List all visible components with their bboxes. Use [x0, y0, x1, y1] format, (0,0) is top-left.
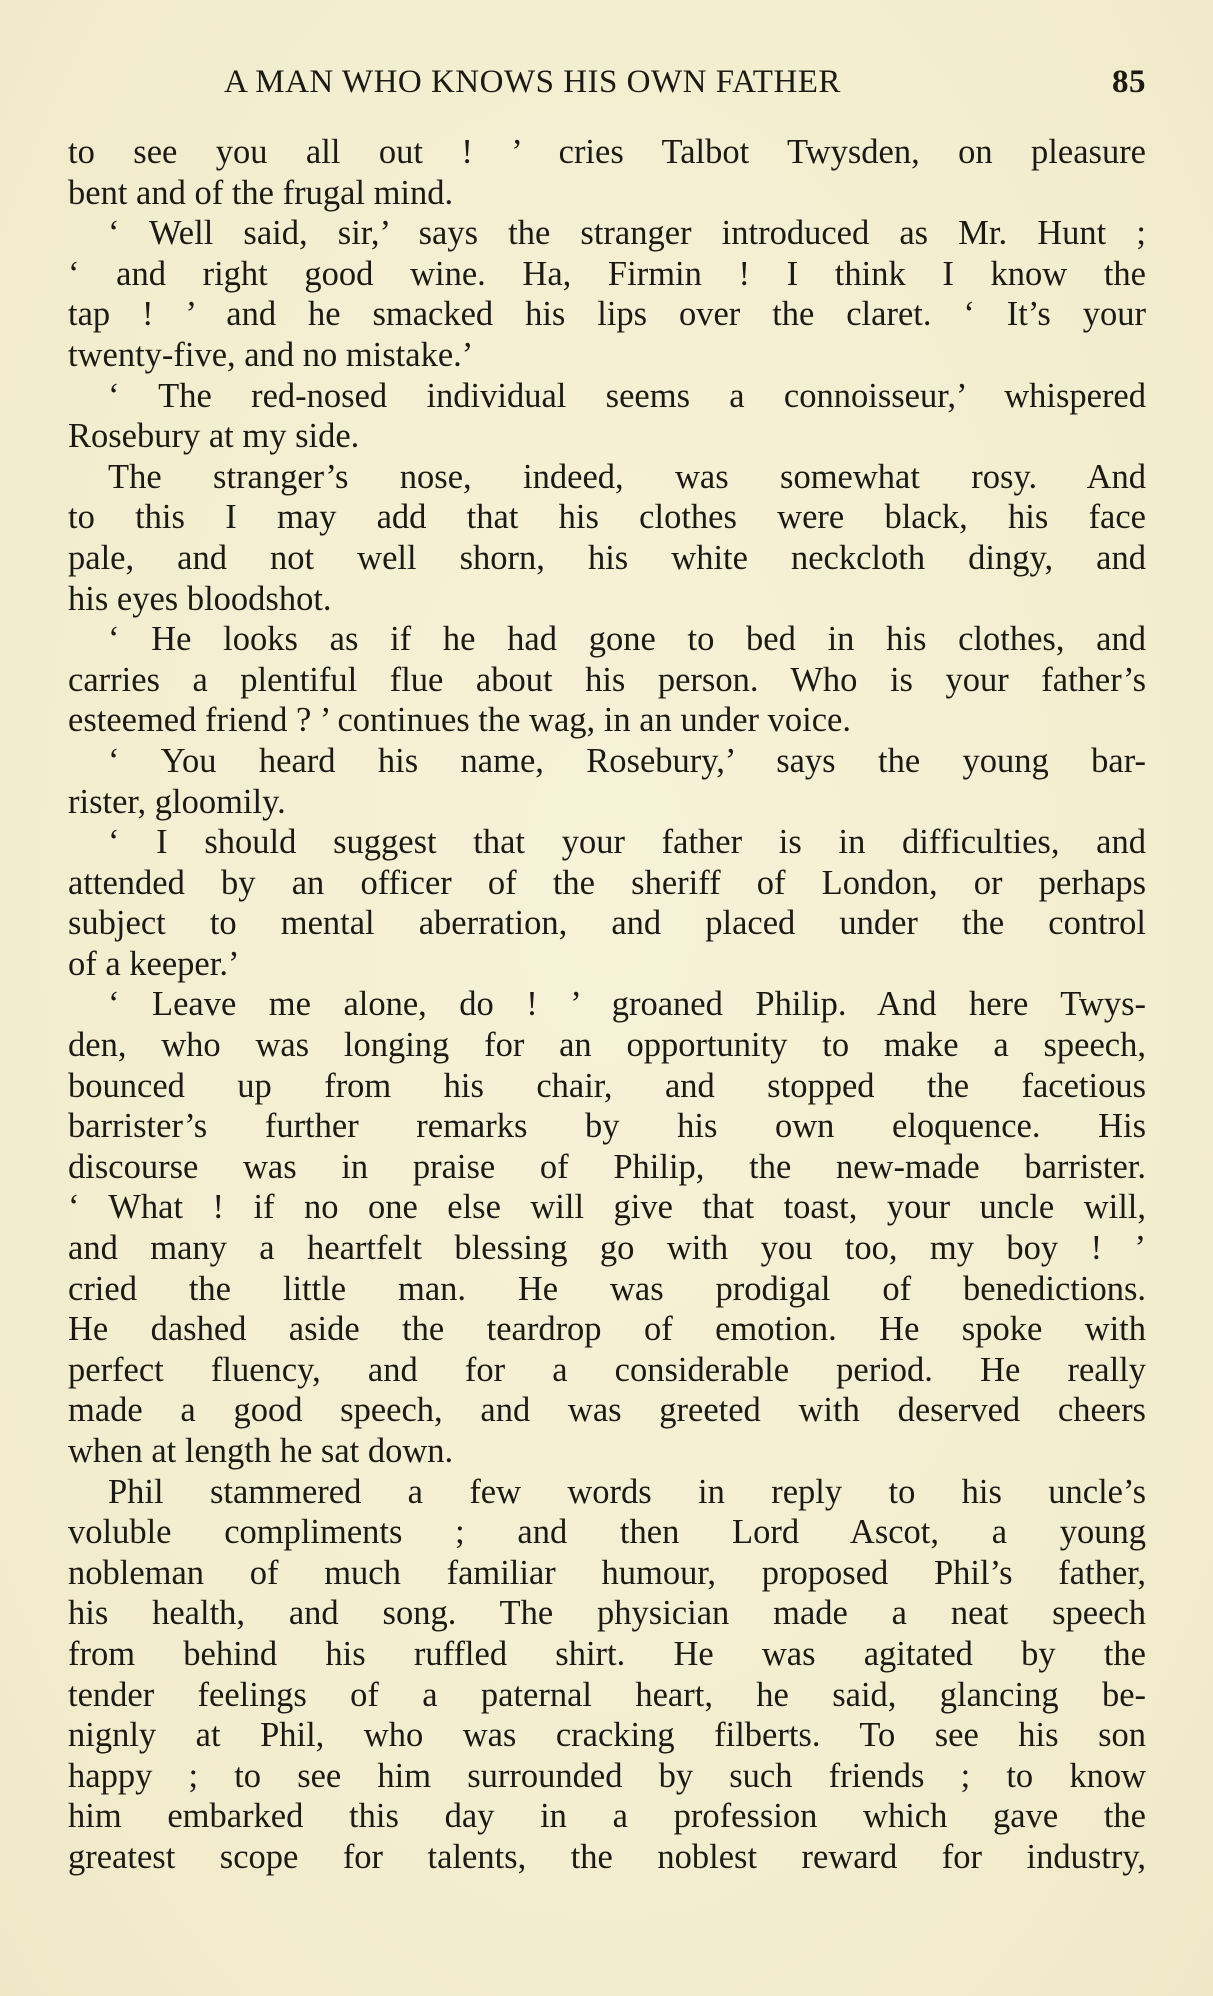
text-line: tender feelings of a paternal heart, he said, glancing be-: [68, 1675, 1146, 1714]
text-line: to this I may add that his clothes were black, his face: [68, 498, 1146, 537]
text-line: nignly at Phil, who was cracking filberts. To see his son: [68, 1716, 1146, 1755]
text-line: his health, and song. The physician made a neat speech: [68, 1594, 1146, 1633]
text-line: Phil stammered a few words in reply to his uncle’s: [108, 1472, 1146, 1511]
text-line: carries a plentiful flue about his person. Who is your father’s: [68, 660, 1146, 699]
text-line: when at length he sat down.: [68, 1432, 454, 1470]
text-line: ‘ Leave me alone, do ! ’ groaned Philip. And here Twys-: [108, 985, 1146, 1024]
text-line: Rosebury at my side.: [68, 417, 360, 456]
text-line: attended by an officer of the sheriff of London, or perhaps: [68, 863, 1146, 902]
text-line: happy ; to see him surrounded by such friends ; to know: [68, 1756, 1146, 1795]
text-line: barrister’s further remarks by his own eloquence. His: [68, 1107, 1146, 1146]
text-line: esteemed friend ? ’ continues the wag, in an under voice.: [68, 701, 851, 740]
text-line: tap ! ’ and he smacked his lips over the claret. ‘ It’s your: [68, 295, 1146, 334]
text-line: ‘ He looks as if he had gone to bed in his clothes, and: [108, 620, 1146, 659]
running-head: [68, 64, 1146, 108]
text-line: perfect fluency, and for a considerable period. He really: [68, 1350, 1146, 1389]
text-line: ‘ Well said, sir,’ says the stranger introduced as Mr. Hunt ;: [108, 214, 1146, 253]
text-line: discourse was in praise of Philip, the new-made barrister.: [68, 1147, 1146, 1186]
text-line: He dashed aside the teardrop of emotion. He spoke with: [68, 1310, 1146, 1349]
text-line: to see you all out ! ’ cries Talbot Twysden, on pleasure: [68, 133, 1146, 171]
text-line: bounced up from his chair, and stopped the facetious: [68, 1066, 1146, 1105]
text-line: pale, and not well shorn, his white neckcloth dingy, and: [68, 538, 1146, 577]
text-line: of a keeper.’: [68, 944, 240, 983]
text-line: nobleman of much familiar humour, proposed Phil’s father,: [68, 1553, 1146, 1592]
text-line: cried the little man. He was prodigal of benedictions.: [68, 1269, 1146, 1308]
text-line: ‘ You heard his name, Rosebury,’ says the young bar-: [108, 741, 1146, 780]
text-line: twenty-five, and no mistake.’: [68, 335, 474, 374]
running-title: A MAN WHO KNOWS HIS OWN FATHER: [224, 64, 841, 100]
text-line: bent and of the frugal mind.: [68, 173, 454, 212]
text-line: made a good speech, and was greeted with deserved cheers: [68, 1391, 1146, 1430]
text-line: him embarked this day in a profession which gave the: [68, 1797, 1146, 1836]
text-line: rister, gloomily.: [68, 782, 286, 821]
text-line: greatest scope for talents, the noblest reward for industry,: [68, 1837, 1146, 1876]
text-line: den, who was longing for an opportunity to make a speech,: [68, 1026, 1146, 1065]
text-line: voluble compliments ; and then Lord Ascot, a young: [68, 1513, 1146, 1552]
text-line: ‘ I should suggest that your father is in difficulties, and: [108, 823, 1146, 862]
text-line: and many a heartfelt blessing go with you too, my boy ! ’: [68, 1229, 1146, 1268]
page-number: 85: [1112, 64, 1146, 100]
text-line: ‘ What ! if no one else will give that toast, your uncle will,: [68, 1188, 1146, 1227]
text-line: his eyes bloodshot.: [68, 579, 332, 618]
text-line: subject to mental aberration, and placed under the control: [68, 904, 1146, 943]
body-text: [68, 132, 1146, 1878]
text-line: ‘ and right good wine. Ha, Firmin ! I think I know the: [68, 254, 1146, 293]
text-line: The stranger’s nose, indeed, was somewhat rosy. And: [108, 457, 1146, 496]
text-line: ‘ The red-nosed individual seems a connoisseur,’ whispered: [108, 376, 1146, 415]
text-line: from behind his ruffled shirt. He was agitated by the: [68, 1634, 1146, 1673]
